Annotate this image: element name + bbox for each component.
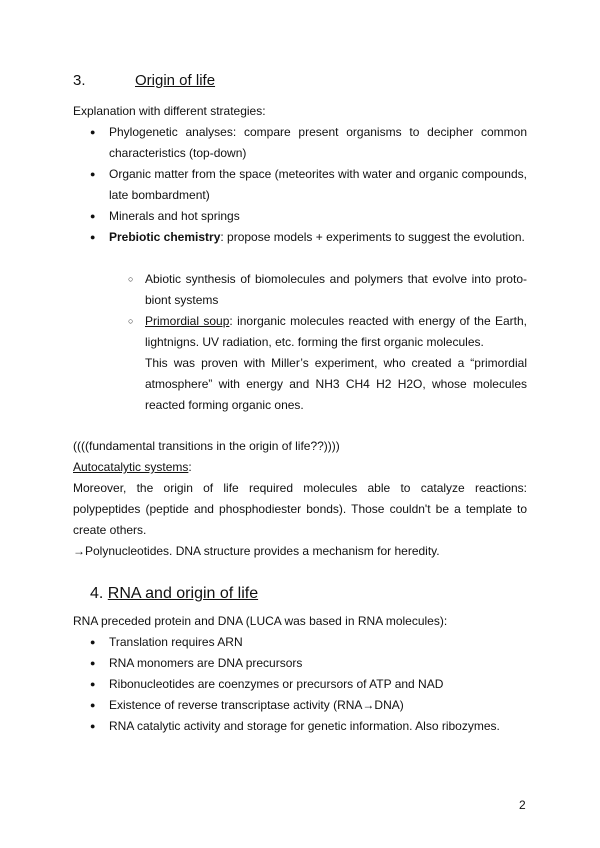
autocatalytic-label: Autocatalytic systems bbox=[73, 460, 189, 474]
prebiotic-rest: : propose models + experiments to suggest the evolution. bbox=[220, 230, 525, 244]
bullet-glyph: ● bbox=[90, 700, 96, 710]
bullet-phylogenetic: Phylogenetic analyses: compare present organisms to decipher common characteristics (top-down) bbox=[109, 125, 527, 160]
sub-bullet-glyph: ○ bbox=[128, 316, 134, 326]
section-3-number: 3. bbox=[73, 72, 86, 89]
transitions-note: ((((fundamental transitions in the origin of life??)))) bbox=[73, 439, 340, 453]
section-4-intro: RNA preceded protein and DNA (LUCA was based in RNA molecules): bbox=[73, 614, 448, 628]
bullet-ribonucleotides: Ribonucleotides are coenzymes or precursors of ATP and NAD bbox=[109, 677, 444, 691]
primordial-soup-rest: : inorganic molecules reacted with energy of the Earth, lightnigns. UV radiation, etc. forming the first organic molecules. bbox=[145, 314, 527, 349]
section-3-heading bbox=[73, 70, 215, 92]
bullet-glyph: ● bbox=[90, 127, 96, 137]
section-3-intro: Explanation with different strategies: bbox=[73, 104, 266, 118]
bullet-glyph: ● bbox=[90, 658, 96, 668]
bullet-minerals: Minerals and hot springs bbox=[109, 209, 240, 223]
prebiotic-term: Prebiotic chemistry bbox=[109, 230, 221, 244]
bullet-reverse-transcriptase: Existence of reverse transcriptase activity (RNA→DNA) bbox=[109, 698, 404, 712]
autocatalytic-heading bbox=[73, 457, 192, 478]
section-4-number: 4. bbox=[90, 585, 104, 602]
bullet-glyph: ● bbox=[90, 232, 96, 242]
bullet-rna-monomers: RNA monomers are DNA precursors bbox=[109, 656, 303, 670]
autocatalytic-colon: : bbox=[188, 460, 192, 474]
bullet-glyph: ● bbox=[90, 169, 96, 179]
sub-bullet-abiotic: Abiotic synthesis of biomolecules and polymers that evolve into proto-biont systems bbox=[145, 272, 527, 307]
bullet-organic-matter: Organic matter from the space (meteorites with water and organic compounds, late bombardment) bbox=[109, 167, 527, 202]
bullet-translation: Translation requires ARN bbox=[109, 635, 243, 649]
bullet-glyph: ● bbox=[90, 679, 96, 689]
section-4-heading bbox=[90, 583, 258, 605]
bullet-rna-catalytic: RNA catalytic activity and storage for genetic information. Also ribozymes. bbox=[109, 719, 500, 733]
autocatalytic-paragraph: Moreover, the origin of life required molecules able to catalyze reactions: polypeptides (peptide and phosphodiester bonds). Those couldn't be a template to create others. bbox=[73, 481, 527, 537]
bullet-glyph: ● bbox=[90, 211, 96, 221]
bullet-glyph: ● bbox=[90, 721, 96, 731]
polynucleotides-line: →Polynucleotides. DNA structure provides a mechanism for heredity. bbox=[73, 544, 440, 558]
bullet-glyph: ● bbox=[90, 637, 96, 647]
bullet-prebiotic bbox=[109, 227, 527, 248]
miller-experiment: This was proven with Miller’s experiment, who created a “primordial atmosphere” with energy and NH3 CH4 H2 H2O, whose molecules reacted forming organic ones. bbox=[145, 356, 527, 412]
primordial-soup-term: Primordial soup bbox=[145, 314, 230, 328]
sub-bullet-glyph: ○ bbox=[128, 274, 134, 284]
section-3-title: Origin of life bbox=[135, 72, 216, 89]
section-4-title: RNA and origin of life bbox=[107, 585, 259, 602]
sub-bullet-primordial-soup bbox=[145, 311, 527, 353]
page-number: 2 bbox=[519, 798, 526, 812]
